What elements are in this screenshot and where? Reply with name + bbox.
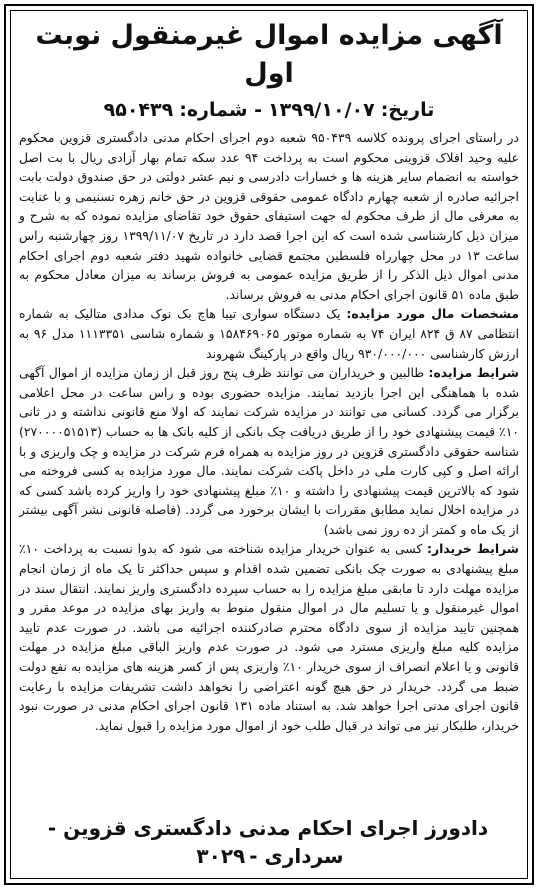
notice-inner-border: [10, 10, 528, 879]
buyer-text: کسی به عنوان خریدار مزایده شناخته می شود که بدوا نسبت به پرداخت ۱۰٪ مبلغ پیشنهادی به صورت چک بانکی تضمین شده اقدام و سپس حداکثر تا یک ماه از زمان انجام مزایده مهلت دارد تا مابقی مبلغ مزایده را به حساب سپرده دادگستری واریز نمایند. انتقال سند در اموال غیرمنقول و یا تسلیم مال در اموال منقول منوط به واریز بهای مزایده در موعد مقرر و همچنین تایید مزایده از سوی دادگاه محترم صادرکننده اجرائیه می باشد. در صورت عدم تایید مزایده کلیه مبلغ واریزی مسترد می شود. در صورت عدم واریز الباقی مبلغ مزایده در مهلت قانونی و یا اعلام انصراف از سوی خریدار ۱۰٪ واریزی پس از کسر هزینه های مزایده به نفع دولت ضبط می گردد. خریدار در حق هیچ گونه اعتراضی را نخواهد داشت تشریفات مزایده با رعایت قانون اجرای مدنی اجرا خواهد شد. به استناد ماده ۱۳۱ قانون اجرای احکام مدنی در صورت نبود خریدار، طلبکار نیز می تواند در قبال طلب خود از اموال مورد مزایده را قبول نماید.: [19, 541, 520, 733]
watermark: [131, 386, 431, 446]
signature-text: دادورز اجرای احکام مدنی دادگستری قزوین - سرداری -: [47, 816, 489, 868]
date-value: ۱۳۹۹/۱۰/۰۷: [268, 99, 375, 121]
buyer-label: شرایط خریدار:: [427, 541, 519, 557]
specs-text: یک دستگاه سواری تیبا هاچ بک نوک مدادی متالیک به شماره انتظامی ۸۷ ق ۸۲۴ ایران ۷۴ به شماره موتور ۱۵۸۴۶۹۰۶۵ و شماره شاسی ۱۱۱۳۳۵۱ مدل ۹۶ به ارزش کارشناسی ۹۳۰/۰۰۰/۰۰۰ ریال واقع در پارکینگ شهروند: [19, 306, 520, 361]
ad-code: ۳۰۲۹: [196, 844, 246, 868]
number-label: - شماره:: [179, 99, 263, 121]
conditions-label: شرایط مزایده:: [428, 365, 519, 381]
conditions-text: طالبین و خریداران می توانند ظرف پنج روز قبل از زمان مزایده از اموال آگهی شده با هماهنگی این اجرا بازدید نمایند. مزایده حضوری بوده و راس ساعت در محل اعلامی برگزار می گردد. کسانی می توانند در مزایده شرکت نمایند که اولا منع قانونی نداشته و در ثانی ۱۰٪ قیمت پیشنهادی خود را از طریق دریافت چک بانکی از کلیه بانک ها به حساب (۲۷۰۰۰۰۵۱۵۱۳) شناسه حقوقی دادگستری قزوین در روز مزایده به همراه فرم شرکت در مزایده و چک واریزی و با ارائه اصل و کپی کارت ملی در داخل پاکت شرکت نمایند. مال مورد مزایده به کسی فروخته می شود که بالاترین قیمت پیشنهادی را داشته و ۱۰٪ مبلغ پیشنهادی خود را واریز کرده باشد کسی که در مزایده اخلال نماید مطابق مقررات با ایشان برخورد می گردد. (فاصله قانونی نشر آگهی بیشتر از یک ماه و کمتر از ده روز نمی باشد): [19, 365, 520, 537]
intro-paragraph: در راستای اجرای پرونده کلاسه ۹۵۰۴۳۹ شعبه دوم اجرای احکام مدنی دادگستری قزوین محکوم علیه وحید افلاک قزوینی محکوم است به پرداخت ۹۴ عدد سکه تمام بهار آزادی ریال با بت اصل خواسته به انضمام سایر هزینه ها و خسارات دادرسی و نیم عشر دولتی در حق صندوق دولت بابت اجرائیه صادره از شعبه چهارم دادگاه عمومی حقوقی قزوین در حق خانم زهره تسنیمی و با عنایت به معرفی مال از طرف محکوم له جهت استیفای حقوق خود تقاضای مزایده نموده که به شرح و میزان ذیل کارشناسی شده است که این اجرا قصد دارد در تاریخ ۱۳۹۹/۱۱/۰۷ روز چهارشنبه راس ساعت ۱۳ در محل چهارراه فلسطین مجتمع قضایی خانواده شهید دفتر شعبه دوم اجرای احکام مدنی اموال ذیل الذکر را از طریق مزایده عمومی به فروش برساند به میزان معادل محکوم به طبق ماده ۵۱ قانون اجرای احکام مدنی به فروش برساند.: [19, 130, 520, 302]
specs-paragraph: [19, 304, 519, 363]
buyer-paragraph: [19, 539, 519, 735]
specs-label: مشخصات مال مورد مزایده:: [346, 306, 519, 322]
date-label: تاریخ:: [380, 99, 435, 121]
signature-line: [11, 814, 527, 870]
date-number-line: [11, 97, 527, 123]
notice-title: آگهی مزایده اموال غیرمنقول نوبت اول: [35, 20, 503, 89]
number-value: ۹۵۰۴۳۹: [103, 99, 174, 121]
notice-frame: [4, 4, 534, 885]
